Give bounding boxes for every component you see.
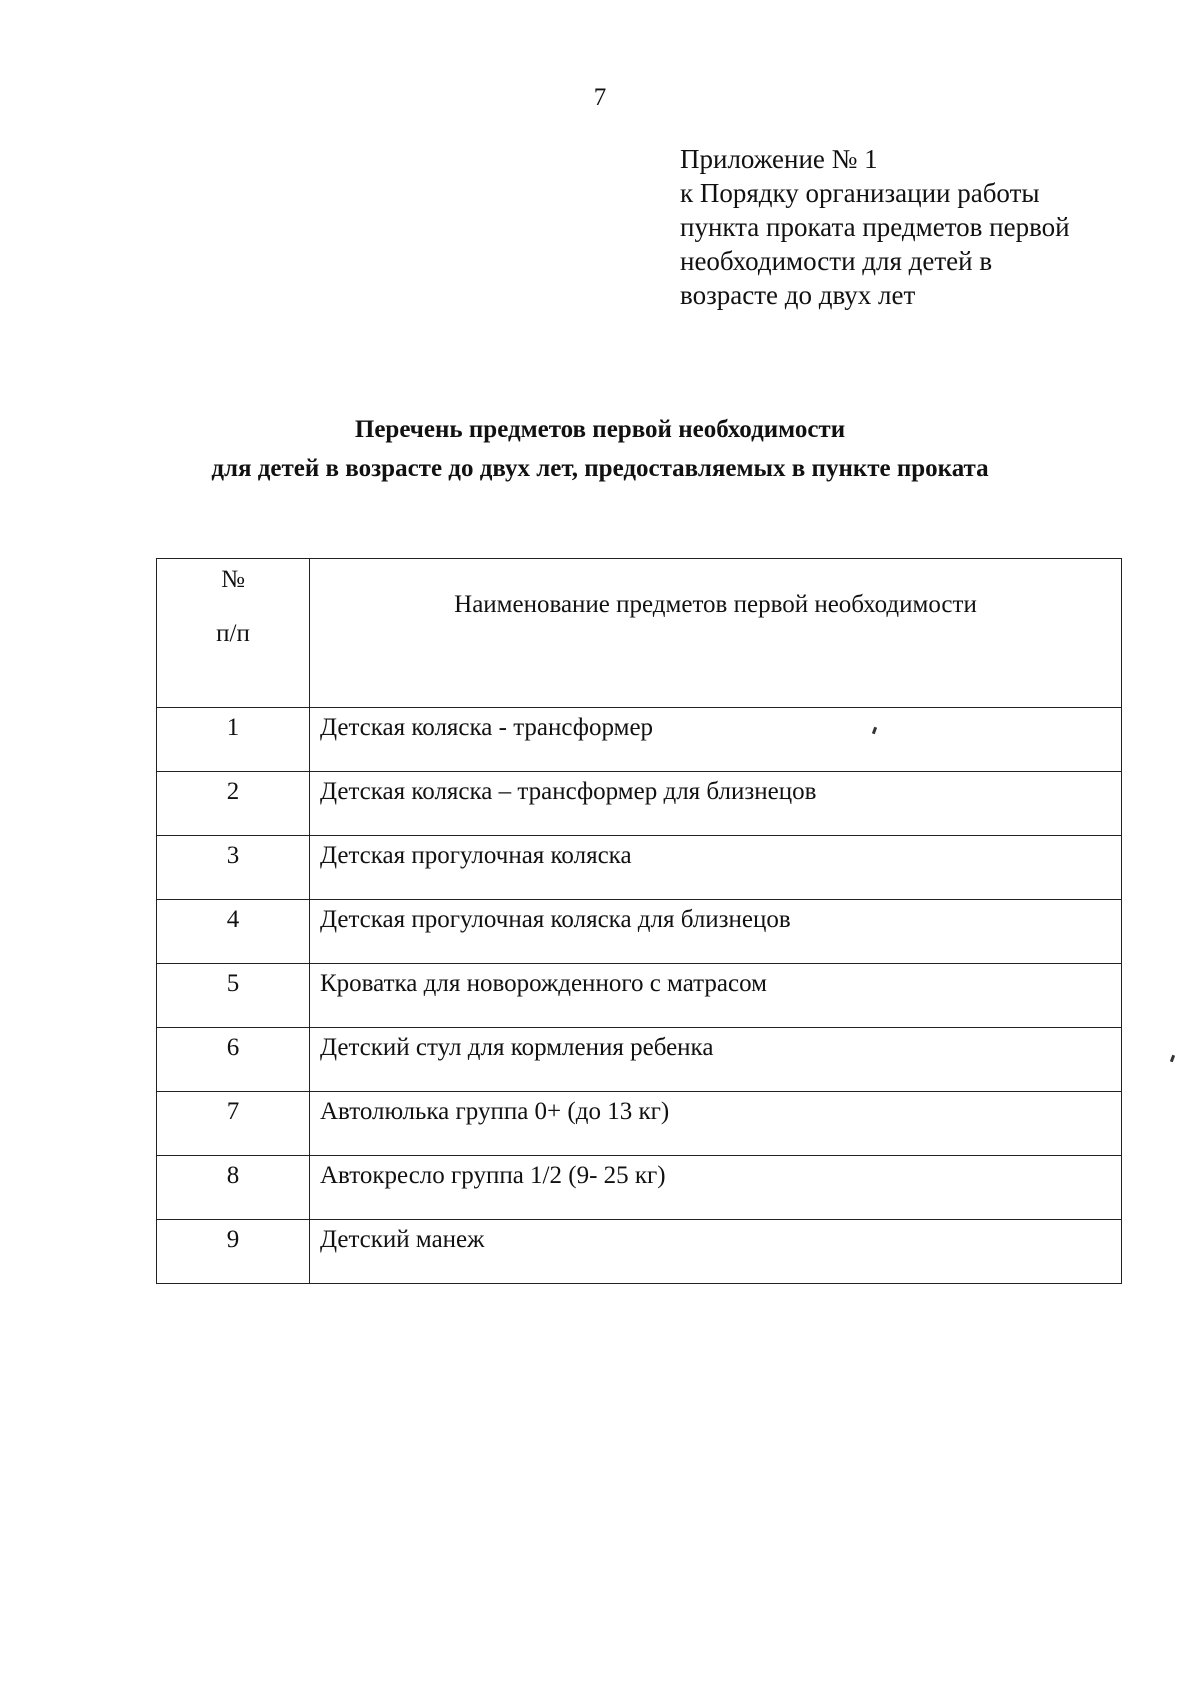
scan-speck (1170, 1055, 1175, 1063)
table-row (157, 964, 1122, 1028)
row-number: 9 (157, 1220, 310, 1284)
table-row (157, 708, 1122, 772)
row-item-name: Детский манеж (310, 1220, 1122, 1284)
table-row (157, 1156, 1122, 1220)
row-number: 6 (157, 1028, 310, 1092)
row-number: 8 (157, 1156, 310, 1220)
row-item-name: Детская коляска - трансформер (310, 708, 1122, 772)
header-name-cell: Наименование предметов первой необходимости (310, 559, 1122, 708)
row-number: 5 (157, 964, 310, 1028)
header-number-cell (157, 559, 310, 708)
table-row (157, 1220, 1122, 1284)
row-number: 3 (157, 836, 310, 900)
row-item-name: Автокресло группа 1/2 (9- 25 кг) (310, 1156, 1122, 1220)
page-number: 7 (593, 84, 607, 111)
appendix-line: Приложение № 1 (680, 144, 878, 174)
items-table (156, 558, 1122, 1284)
row-number: 4 (157, 900, 310, 964)
row-number: 2 (157, 772, 310, 836)
row-item-name: Кроватка для новорожденного с матрасом (310, 964, 1122, 1028)
table-header-row (157, 559, 1122, 708)
table-row (157, 836, 1122, 900)
appendix-line: возрасте до двух лет (680, 280, 916, 310)
document-title-line-1: Перечень предметов первой необходимости (354, 416, 846, 443)
row-item-name: Детская коляска – трансформер для близнецов (310, 772, 1122, 836)
number-sub-label: п/п (216, 620, 250, 647)
document-title (0, 410, 1200, 488)
row-item-name: Детская прогулочная коляска (310, 836, 1122, 900)
row-number: 1 (157, 708, 310, 772)
table-row (157, 900, 1122, 964)
row-item-name: Детская прогулочная коляска для близнецов (310, 900, 1122, 964)
number-sign: № (221, 566, 245, 593)
appendix-line: пункта проката предметов первой (680, 212, 1070, 242)
appendix-note (680, 142, 1140, 312)
document-title-line-2: для детей в возрасте до двух лет, предоставляемых в пункте проката (211, 455, 989, 482)
row-number: 7 (157, 1092, 310, 1156)
appendix-line: необходимости для детей в (680, 246, 993, 276)
table-row (157, 1092, 1122, 1156)
row-item-name: Детский стул для кормления ребенка (310, 1028, 1122, 1092)
row-item-name: Автолюлька группа 0+ (до 13 кг) (310, 1092, 1122, 1156)
table-row (157, 772, 1122, 836)
table-row (157, 1028, 1122, 1092)
appendix-line: к Порядку организации работы (680, 178, 1040, 208)
